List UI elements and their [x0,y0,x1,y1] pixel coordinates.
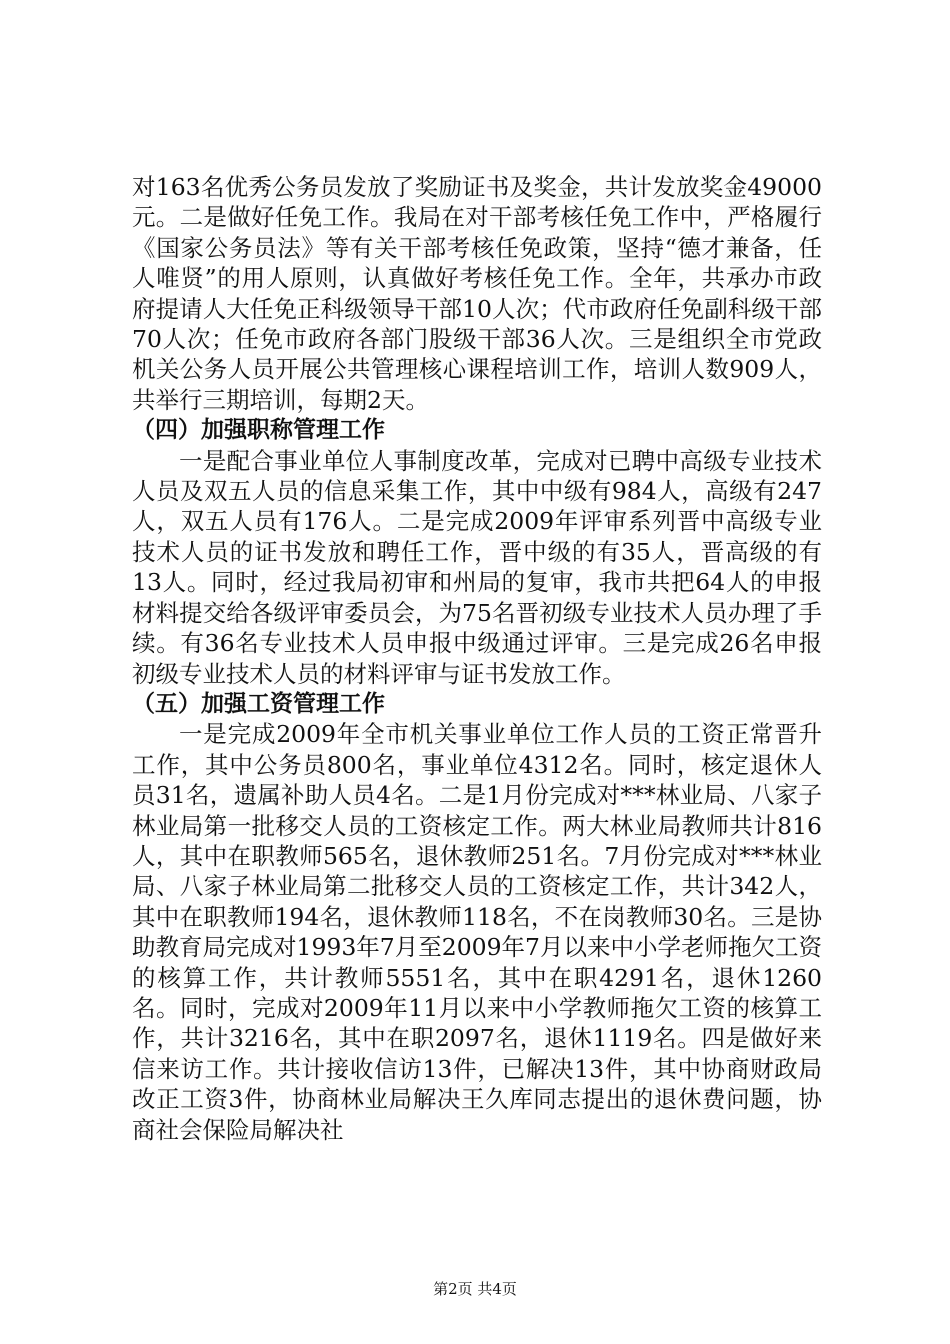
section-heading-salary-management: （五）加强工资管理工作 [132,690,385,717]
body-paragraph-salary-management: 一是完成2009年全市机关事业单位工作人员的工资正常晋升工作，其中公务员800名，事业单位4312名。同时，核定退休人员31名，遗属补助人员4名。二是1月份完成对***林业局、八家子林业局第一批移交人员的工资核定工作。两大林业局教师共计816人，其中在职教师565名，退休教师251名。7月份完成对***林业局、八家子林业局第二批移交人员的工资核定工作，共计342人，其中在职教师194名，退休教师118名，不在岗教师30名。三是协助教育局完成对1993年7月至2009年7月以来中小学老师拖欠工资的核算工作，共计教师5551名，其中在职4291名，退休1260名。同时，完成对2009年11月以来中小学教师拖欠工资的核算工作，共计3216名，其中在职2097名，退休1119名。四是做好来信来访工作。共计接收信访13件，已解决13件，其中协商财政局改正工资3件，协商林业局解决王久库同志提出的退休费问题，协商社会保险局解决社 [132,720,823,1144]
body-paragraph-awards-appointments: 对163名优秀公务员发放了奖励证书及奖金，共计发放奖金49000元。二是做好任免工作。我局在对干部考核任免工作中，严格履行《国家公务员法》等有关干部考核任免政策，坚持“德才兼备，任人唯贤”的用人原则，认真做好考核任免工作。全年，共承办市政府提请人大任免正科级领导干部10人次；代市政府任免副科级干部70人次；任免市政府各部门股级干部36人次。三是组织全市党政机关公务人员开展公共管理核心课程培训工作，培训人数909人，共举行三期培训，每期2天。 [132,173,822,414]
page-number-footer: 第2页 共4页 [433,1280,517,1298]
document-body [132,172,822,1145]
body-paragraph-title-management: 一是配合事业单位人事制度改革，完成对已聘中高级专业技术人员及双五人员的信息采集工作，其中中级有984人，高级有247人，双五人员有176人。二是完成2009年评审系列晋中高级专业技术人员的证书发放和聘任工作，晋中级的有35人，晋高级的有13人。同时，经过我局初审和州局的复审，我市共把64人的申报材料提交给各级评审委员会，为75名晋初级专业技术人员办理了手续。有36名专业技术人员申报中级通过评审。三是完成26名申报初级专业技术人员的材料评审与证书发放工作。 [132,446,822,688]
section-heading-title-management: （四）加强职称管理工作 [132,417,385,444]
